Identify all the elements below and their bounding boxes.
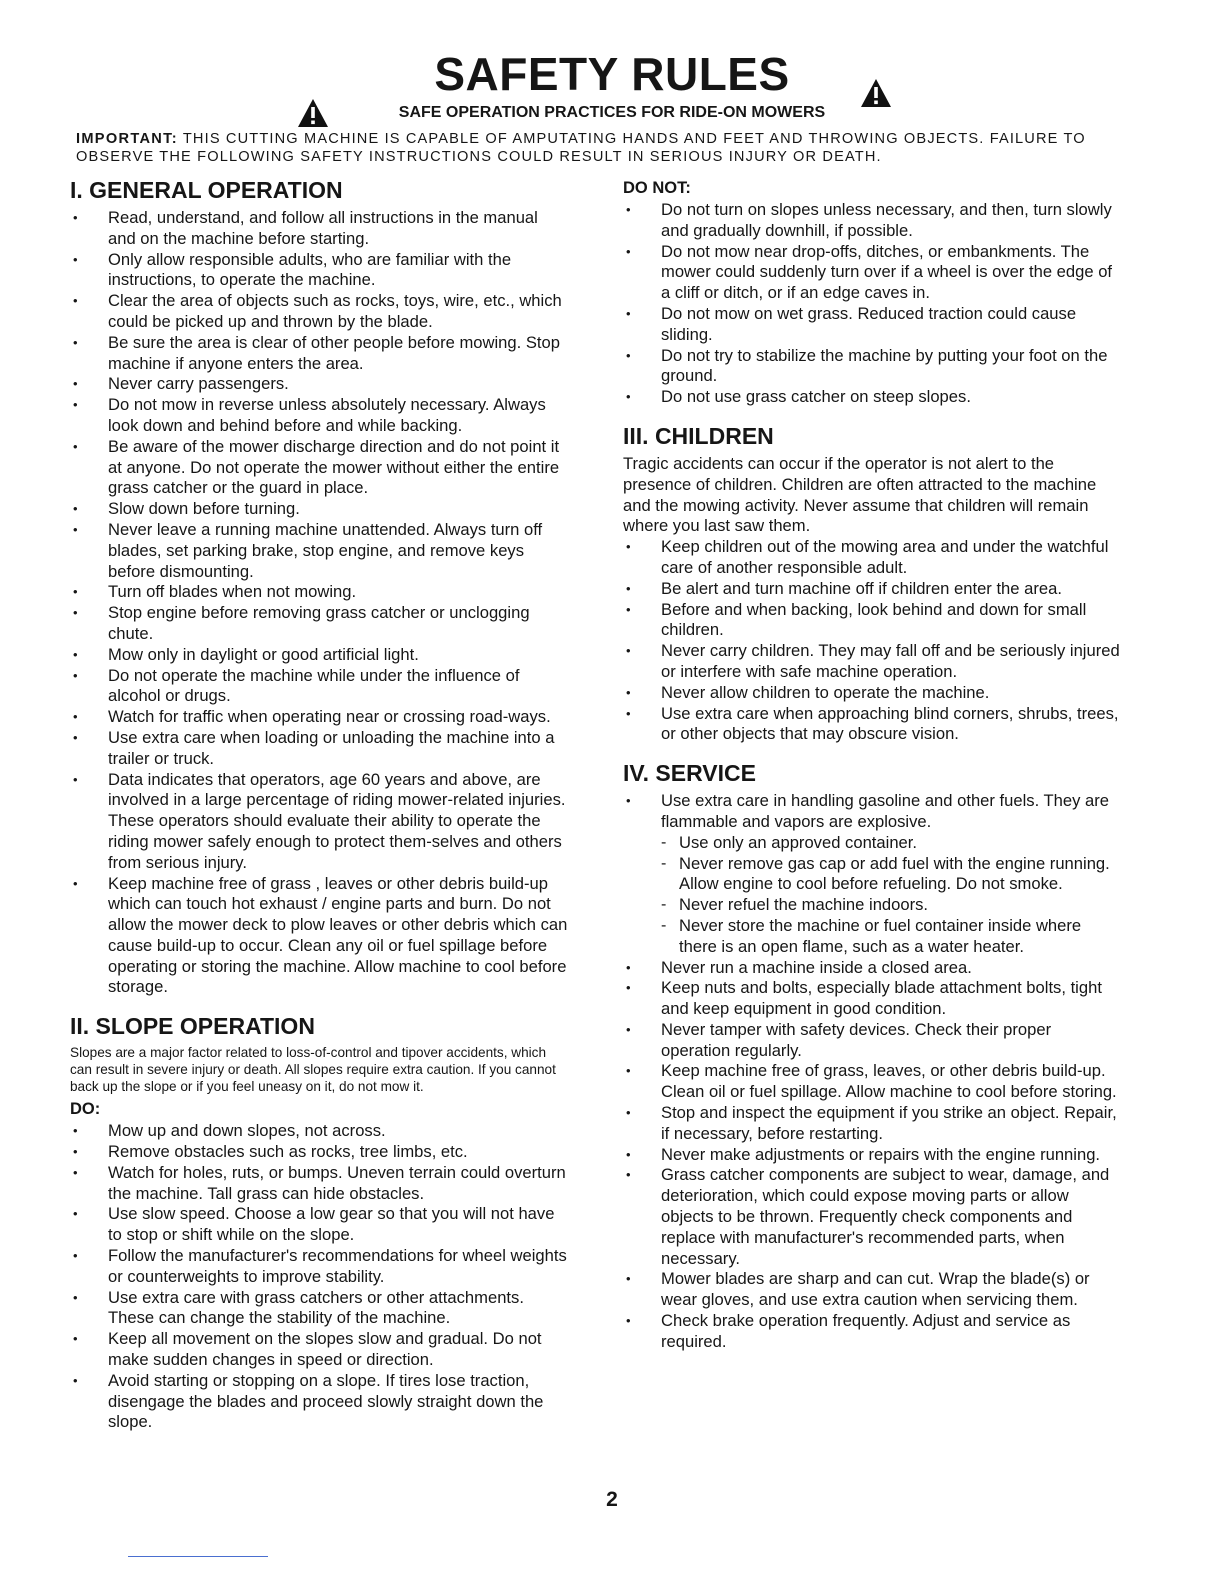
list-item: • Turn off blades when not mowing. [70, 582, 570, 603]
list-item: • Grass catcher components are subject to wear, damage, and deterioration, which could expose moving parts or allow objects to be thrown. Frequently check components and replace with manufacturer's recommended parts, when necessary. [623, 1165, 1123, 1269]
list-item: • Be aware of the mower discharge direction and do not point it at anyone. Do not operate the mower without either the entire grass catcher or the guard in place. [70, 437, 570, 499]
list-item: • Never make adjustments or repairs with the engine running. [623, 1145, 1123, 1166]
list-item: • Keep children out of the mowing area and under the watchful care of another responsible adult. [623, 537, 1123, 579]
do-list [70, 1121, 570, 1433]
list-item: • Read, understand, and follow all instructions in the manual and on the machine before starting. [70, 208, 570, 250]
list-item: • Data indicates that operators, age 60 years and above, are involved in a large percentage of riding mower-related injuries. These operators should evaluate their ability to operate the riding mower safely enough to protect them-selves and others from serious injury. [70, 770, 570, 874]
list-item: • Slow down before turning. [70, 499, 570, 520]
list-item: • Stop and inspect the equipment if you strike an object. Repair, if necessary, before restarting. [623, 1103, 1123, 1145]
list-item: • Only allow responsible adults, who are familiar with the instructions, to operate the machine. [70, 250, 570, 292]
do-not-list [623, 200, 1123, 408]
page-number: 2 [606, 1488, 618, 1511]
children-intro: Tragic accidents can occur if the operator is not alert to the presence of children. Children are often attracted to the machine and the mowing activity. Never assume that children will remain where you last saw them. [623, 453, 1097, 536]
section-heading-service: IV. SERVICE [623, 760, 756, 787]
fuel-sublist [623, 833, 1123, 958]
general-list [70, 208, 570, 998]
section-heading-general: I. GENERAL OPERATION [70, 177, 343, 203]
section-heading-slope: II. SLOPE OPERATION [70, 1013, 315, 1040]
list-item: • Stop engine before removing grass catcher or unclogging chute. [70, 603, 570, 645]
list-item: • Do not try to stabilize the machine by putting your foot on the ground. [623, 346, 1123, 388]
list-item: • Do not mow on wet grass. Reduced traction could cause sliding. [623, 304, 1123, 346]
page-title: SAFETY RULES [434, 48, 790, 100]
fuel-item-text: Use extra care in handling gasoline and other fuels. They are flammable and vapors are explosive. [661, 791, 1109, 831]
list-item: • Mower blades are sharp and can cut. Wrap the blade(s) or wear gloves, and use extra caution when servicing them. [623, 1269, 1123, 1311]
list-item: • Watch for holes, ruts, or bumps. Uneven terrain could overturn the machine. Tall grass can hide obstacles. [70, 1163, 570, 1205]
sub-list-item: - Never remove gas cap or add fuel with the engine running. Allow engine to cool before refueling. Do not smoke. [623, 854, 1123, 896]
list-item: • Keep machine free of grass , leaves or other debris build-up which can touch hot exhaust / engine parts and burn. Do not allow the mower deck to plow leaves or other debris which can cause build-up to occur. Clean any oil or fuel spillage before operating or storing the machine. Allow machine to cool before storage. [70, 874, 570, 999]
list-item: • Never tamper with safety devices. Check their proper operation regularly. [623, 1020, 1123, 1062]
sub-list-item: - Never refuel the machine indoors. [623, 895, 1123, 916]
list-item: • Follow the manufacturer's recommendations for wheel weights or counterweights to improve stability. [70, 1246, 570, 1288]
sub-list-item: - Never store the machine or fuel container inside where there is an open flame, such as a water heater. [623, 916, 1123, 958]
list-item: • Be alert and turn machine off if children enter the area. [623, 579, 1123, 600]
list-item: • Mow up and down slopes, not across. [70, 1121, 570, 1142]
list-item [623, 791, 1123, 833]
list-item: • Use extra care when approaching blind corners, shrubs, trees, or other objects that may obscure vision. [623, 704, 1123, 746]
list-item: • Never leave a running machine unattended. Always turn off blades, set parking brake, stop engine, and remove keys before dismounting. [70, 520, 570, 582]
list-item: • Do not operate the machine while under the influence of alcohol or drugs. [70, 666, 570, 708]
list-item: • Keep all movement on the slopes slow and gradual. Do not make sudden changes in speed or direction. [70, 1329, 570, 1371]
section-heading-children: III. CHILDREN [623, 422, 774, 449]
left-column [70, 176, 570, 1433]
list-item: • Never carry passengers. [70, 374, 570, 395]
warning-triangle-icon [860, 78, 892, 108]
service-list-continued [623, 958, 1123, 1353]
list-item: • Do not use grass catcher on steep slopes. [623, 387, 1123, 408]
page-header [0, 46, 1224, 123]
do-not-label: DO NOT: [623, 179, 691, 197]
list-item: • Before and when backing, look behind and down for small children. [623, 600, 1123, 642]
list-item: • Never run a machine inside a closed area. [623, 958, 1123, 979]
sub-list-item: - Use only an approved container. [623, 833, 1123, 854]
list-item: • Mow only in daylight or good artificial light. [70, 645, 570, 666]
list-item: • Never allow children to operate the machine. [623, 683, 1123, 704]
service-list [623, 791, 1123, 833]
important-label: IMPORTANT: [76, 131, 178, 147]
list-item: • Be sure the area is clear of other people before mowing. Stop machine if anyone enters the area. [70, 333, 570, 375]
footer-divider [128, 1556, 268, 1557]
children-list [623, 537, 1123, 745]
page-subtitle: SAFE OPERATION PRACTICES FOR RIDE-ON MOWERS [398, 104, 826, 121]
important-text: THIS CUTTING MACHINE IS CAPABLE OF AMPUTATING HANDS AND FEET AND THROWING OBJECTS. FAILURE TO OBSERVE THE FOLLOWING SAFETY INSTRUCTIONS COULD RESULT IN SERIOUS INJURY OR DEATH. [76, 131, 1086, 165]
list-item: • Watch for traffic when operating near or crossing road-ways. [70, 707, 570, 728]
list-item: • Do not turn on slopes unless necessary, and then, turn slowly and gradually downhill, if possible. [623, 200, 1123, 242]
right-column [623, 176, 1123, 1353]
do-label: DO: [70, 1100, 101, 1119]
list-item: • Never carry children. They may fall off and be seriously injured or interfere with safe machine operation. [623, 641, 1123, 683]
important-notice [76, 130, 1136, 166]
slope-intro: Slopes are a major factor related to loss-of-control and tipover accidents, which can result in severe injury or death. All slopes require extra caution. If you cannot back up the slope or if you feel uneasy on it, do not mow it. [70, 1045, 556, 1095]
list-item: • Do not mow in reverse unless absolutely necessary. Always look down and behind before and while backing. [70, 395, 570, 437]
list-item: • Check brake operation frequently. Adjust and service as required. [623, 1311, 1123, 1353]
list-item: • Keep machine free of grass, leaves, or other debris build-up. Clean oil or fuel spillage. Allow machine to cool before storing. [623, 1061, 1123, 1103]
list-item: • Use slow speed. Choose a low gear so that you will not have to stop or shift while on the slope. [70, 1204, 570, 1246]
list-item: • Avoid starting or stopping on a slope. If tires lose traction, disengage the blades and proceed slowly straight down the slope. [70, 1371, 570, 1433]
warning-triangle-icon [297, 98, 329, 128]
list-item: • Use extra care with grass catchers or other attachments. These can change the stability of the machine. [70, 1288, 570, 1330]
list-item: • Keep nuts and bolts, especially blade attachment bolts, tight and keep equipment in good condition. [623, 978, 1123, 1020]
list-item: • Remove obstacles such as rocks, tree limbs, etc. [70, 1142, 570, 1163]
list-item: • Do not mow near drop-offs, ditches, or embankments. The mower could suddenly turn over if a wheel is over the edge of a cliff or ditch, or if an edge caves in. [623, 242, 1123, 304]
list-item: • Use extra care when loading or unloading the machine into a trailer or truck. [70, 728, 570, 770]
list-item: • Clear the area of objects such as rocks, toys, wire, etc., which could be picked up and thrown by the blade. [70, 291, 570, 333]
